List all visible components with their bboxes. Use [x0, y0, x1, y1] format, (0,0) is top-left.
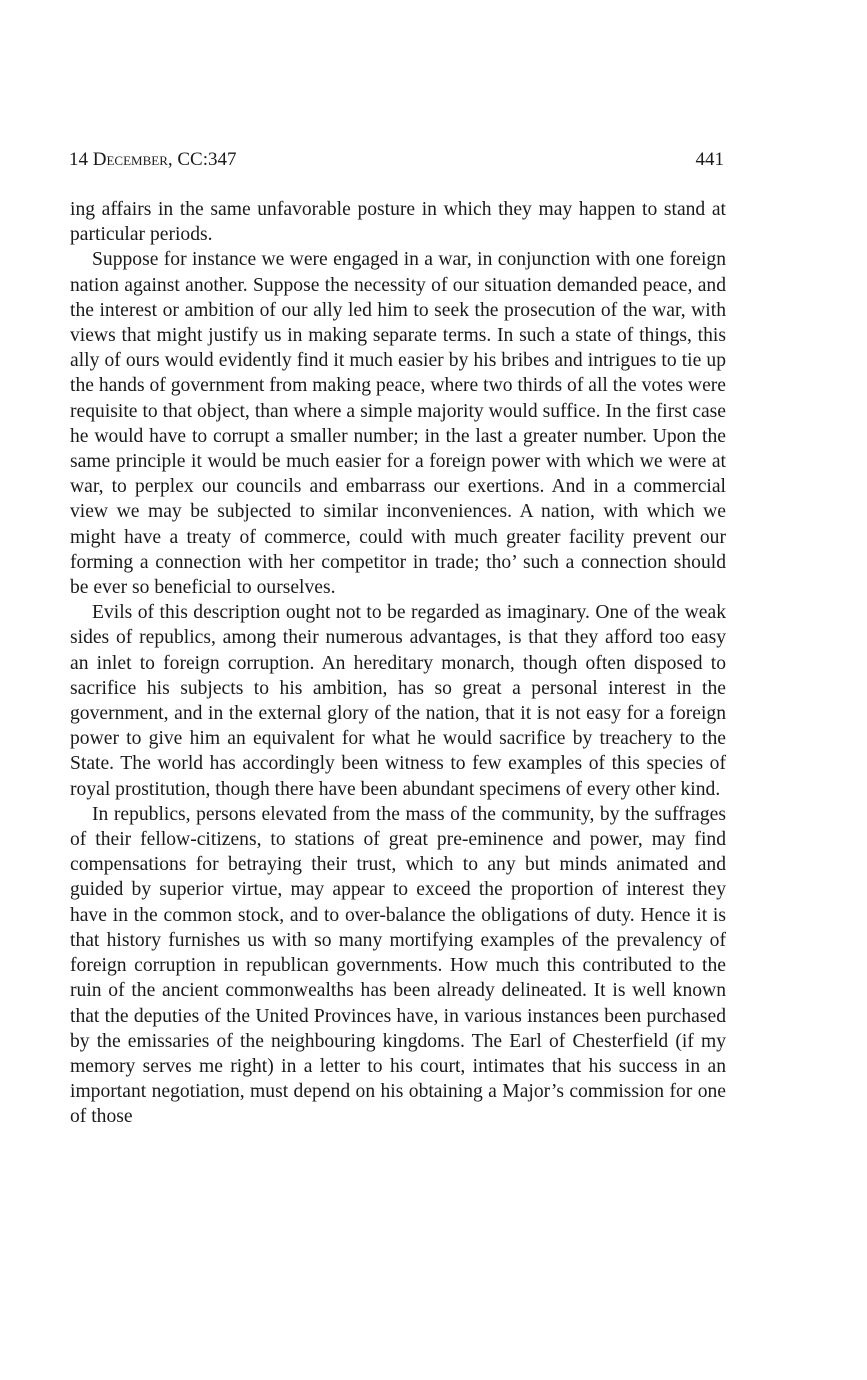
- body-text: [70, 197, 726, 1130]
- paragraph-continued: ing affairs in the same unfavorable posture in which they may happen to stand at particular periods.: [70, 199, 726, 246]
- running-head: [69, 147, 724, 173]
- header-month: December: [92, 149, 168, 170]
- header-document-reference: , CC:347: [167, 149, 237, 170]
- paragraph: In republics, persons elevated from the mass of the community, by the suffrages of their fellow-citizens, to stations of great pre-eminence and power, may find compensations for betraying their trust, which to any but minds animated and guided by superior virtue, may appear to exceed the proportion of interest they have in the common stock, and to over-balance the obligations of duty. Hence it is that history furnishes us with so many mortifying examples of the prevalency of foreign corruption in republican governments. How much this contributed to the ruin of the ancient commonwealths has been already delineated. It is well known that the deputies of the United Provinces have, in various instances been purchased by the emissaries of the neighbouring kingdoms. The Earl of Chesterfield (if my memory serves me right) in a letter to his court, intimates that his success in an important negotiation, must depend on his obtaining a Major’s commission for one of those: [70, 803, 726, 1128]
- header-date-day: 14: [69, 149, 93, 170]
- paragraph: Evils of this description ought not to be regarded as imaginary. One of the weak sides of republics, among their numerous advantages, is that they afford too easy an inlet to foreign corruption. An hereditary monarch, though often disposed to sacrifice his subjects to his ambition, has so great a personal interest in the government, and in the external glory of the nation, that it is not easy for a foreign power to give him an equivalent for what he would sacrifice by treachery to the State. The world has accordingly been witness to few examples of this species of royal prostitution, though there have been abundant specimens of every other kind.: [70, 602, 726, 800]
- paragraph: Suppose for instance we were engaged in a war, in conjunction with one foreign nation against another. Suppose the necessity of our situation demanded peace, and the interest or ambition of our ally led him to seek the prosecution of the war, with views that might justify us in making separate terms. In such a state of things, this ally of ours would evidently find it much easier by his bribes and intrigues to tie up the hands of government from making peace, where two thirds of all the votes were requisite to that object, than where a simple majority would suffice. In the first case he would have to corrupt a smaller number; in the last a greater number. Upon the same principle it would be much easier for a foreign power with which we were at war, to perplex our councils and embarrass our exertions. And in a commercial view we may be subjected to similar inconveniences. A nation, with which we might have a treaty of commerce, could with much greater facility prevent our forming a connection with her competitor in trade; tho’ such a connection should be ever so beneficial to ourselves.: [70, 249, 726, 599]
- page-number: 441: [695, 149, 724, 170]
- running-head-left: [69, 147, 237, 173]
